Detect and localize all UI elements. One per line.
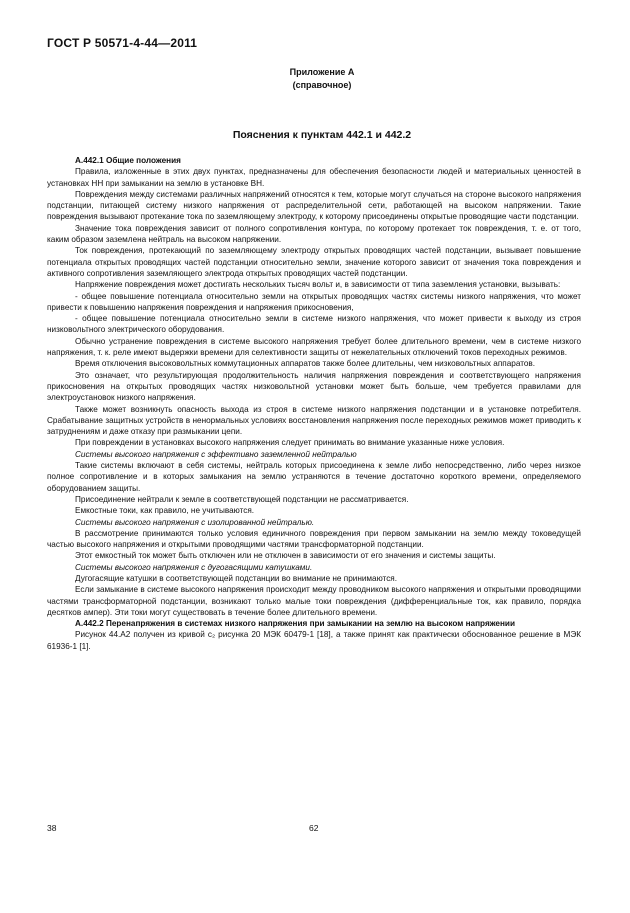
- paragraph: Правила, изложенные в этих двух пунктах, предназначены для обеспечения безопасности людей и материальных ценностей в установках НН при замыкании на землю в установке ВН.: [47, 167, 581, 188]
- paragraph: Также может возникнуть опасность выхода из строя в системе низкого напряжения подстанции и в установке потребителя. Срабатывание защитных устройств в ненормальных условиях восстановления напряжения после переходных режимов может приводить к затруднениям и даже отказу при размыкании цепи.: [47, 404, 581, 437]
- appendix-heading: [0, 66, 630, 92]
- paragraph: Присоединение нейтрали к земле в соответствующей подстанции не рассматривается.: [75, 494, 409, 504]
- paragraph: Дугогасящие катушки в соответствующей подстанции во внимание не принимаются.: [75, 573, 398, 583]
- italic-subheading: Системы высокого напряжения с изолированной нейтралью.: [75, 517, 315, 527]
- list-item: - общее повышение потенциала относительно земли в системе низкого напряжения, что может привести к выходу из строя низковольтного электрического оборудования.: [47, 314, 581, 335]
- list-item: - общее повышение потенциала относительно земли на открытых проводящих частях системы низкого напряжения, что может привести к повышению напряжения повреждения и напряжения прикосновения,: [47, 291, 581, 312]
- paragraph: При повреждении в установках высокого напряжения следует принимать во внимание указанные ниже условия.: [75, 438, 505, 448]
- paragraph: Ток повреждения, протекающий по заземляющему электроду открытых проводящих частей подстанции, вызывает повышение потенциала открытых проводящих частей подстанции относительно земли, значение которого зависит от значения тока повреждения и активного сопротивления заземляющего электрода открытых проводящих частей подстанции.: [47, 246, 581, 278]
- page-number: 38: [47, 823, 57, 833]
- paragraph: Такие системы включают в себя системы, нейтраль которых присоединена к земле либо непосредственно, либо через низкое полное сопротивление и в которых замыкания на землю устраняются в течение достаточно короткого времени, определяемого оборудованием защиты.: [47, 461, 581, 493]
- paragraph: Рисунок 44.А2 получен из кривой c₂ рисунка 20 МЭК 60479-1 [18], а также принят как практически обоснованное решение в МЭК 61936-1 [1].: [47, 630, 581, 651]
- document-body: [47, 155, 581, 652]
- paragraph: Это означает, что результирующая продолжительность наличия напряжения повреждения и соответствующего напряжения прикосновения на открытых проводящих частях низковольтной установки может быть больше, чем требуется правилами для электроустановок низкого напряжения.: [47, 370, 581, 403]
- paragraph: Время отключения высоковольтных коммутационных аппаратов также более длительны, чем низковольтных аппаратов.: [75, 359, 536, 369]
- standard-code: ГОСТ Р 50571-4-44—2011: [47, 36, 198, 50]
- sheet-number: 62: [309, 823, 319, 833]
- subsection-heading: А.442.1 Общие положения: [75, 156, 181, 165]
- paragraph: Этот емкостный ток может быть отключен или не отключен в зависимости от его значения и системы защиты.: [75, 551, 496, 561]
- paragraph: Если замыкание в системе высокого напряжения происходит между проводником высокого напряжения и открытыми проводящими частями трансформаторной подстанции, возникают только малые токи повреждения (дифференциальные ток, как правило, порядка десятков ампер). Эти токи могут существовать в течение более длительного времени.: [47, 585, 581, 617]
- appendix-status: (справочное): [292, 80, 352, 90]
- subsection-heading: А.442.2 Перенапряжения в системах низкого напряжения при замыкании на землю на высоком напряжении: [75, 619, 515, 629]
- italic-subheading: Системы высокого напряжения с эффективно заземленной нейтралью: [75, 449, 357, 459]
- italic-subheading: Системы высокого напряжения с дугогасящими катушками.: [75, 562, 313, 572]
- paragraph: Напряжение повреждения может достигать нескольких тысяч вольт и, в зависимости от типа заземления установки, вызывать:: [75, 280, 561, 290]
- paragraph: В рассмотрение принимаются только условия единичного повреждения при первом замыкании на землю между токоведущей частью высокого напряжения и открытыми проводящими частями трансформаторной подстанции.: [47, 528, 581, 550]
- paragraph: Емкостные токи, как правило, не учитываются.: [75, 506, 255, 516]
- appendix-label: Приложение А: [289, 67, 355, 77]
- section-title: Пояснения к пунктам 442.1 и 442.2: [232, 129, 412, 141]
- paragraph: Обычно устранение повреждения в системе высокого напряжения требует более длительного времени, чем в системе низкого напряжения, т. к. реле имеют выдержки времени для селективности защиты от нежелательных отключений токов переходных режимов.: [47, 336, 581, 358]
- paragraph: Значение тока повреждения зависит от полного сопротивления контура, по которому протекает ток повреждения, т. е. от того, каким образом заземлена нейтраль на высоком напряжении.: [47, 223, 581, 245]
- paragraph: Повреждения между системами различных напряжений относятся к тем, которые могут случаться на стороне высокого напряжения подстанции, питающей систему низкого напряжения от распределительной сети, работающей на высоком напряжении. Такие повреждения вызывают протекание тока по заземляющему электроду, к которому присоединены открытые проводящие части подстанции.: [47, 189, 581, 222]
